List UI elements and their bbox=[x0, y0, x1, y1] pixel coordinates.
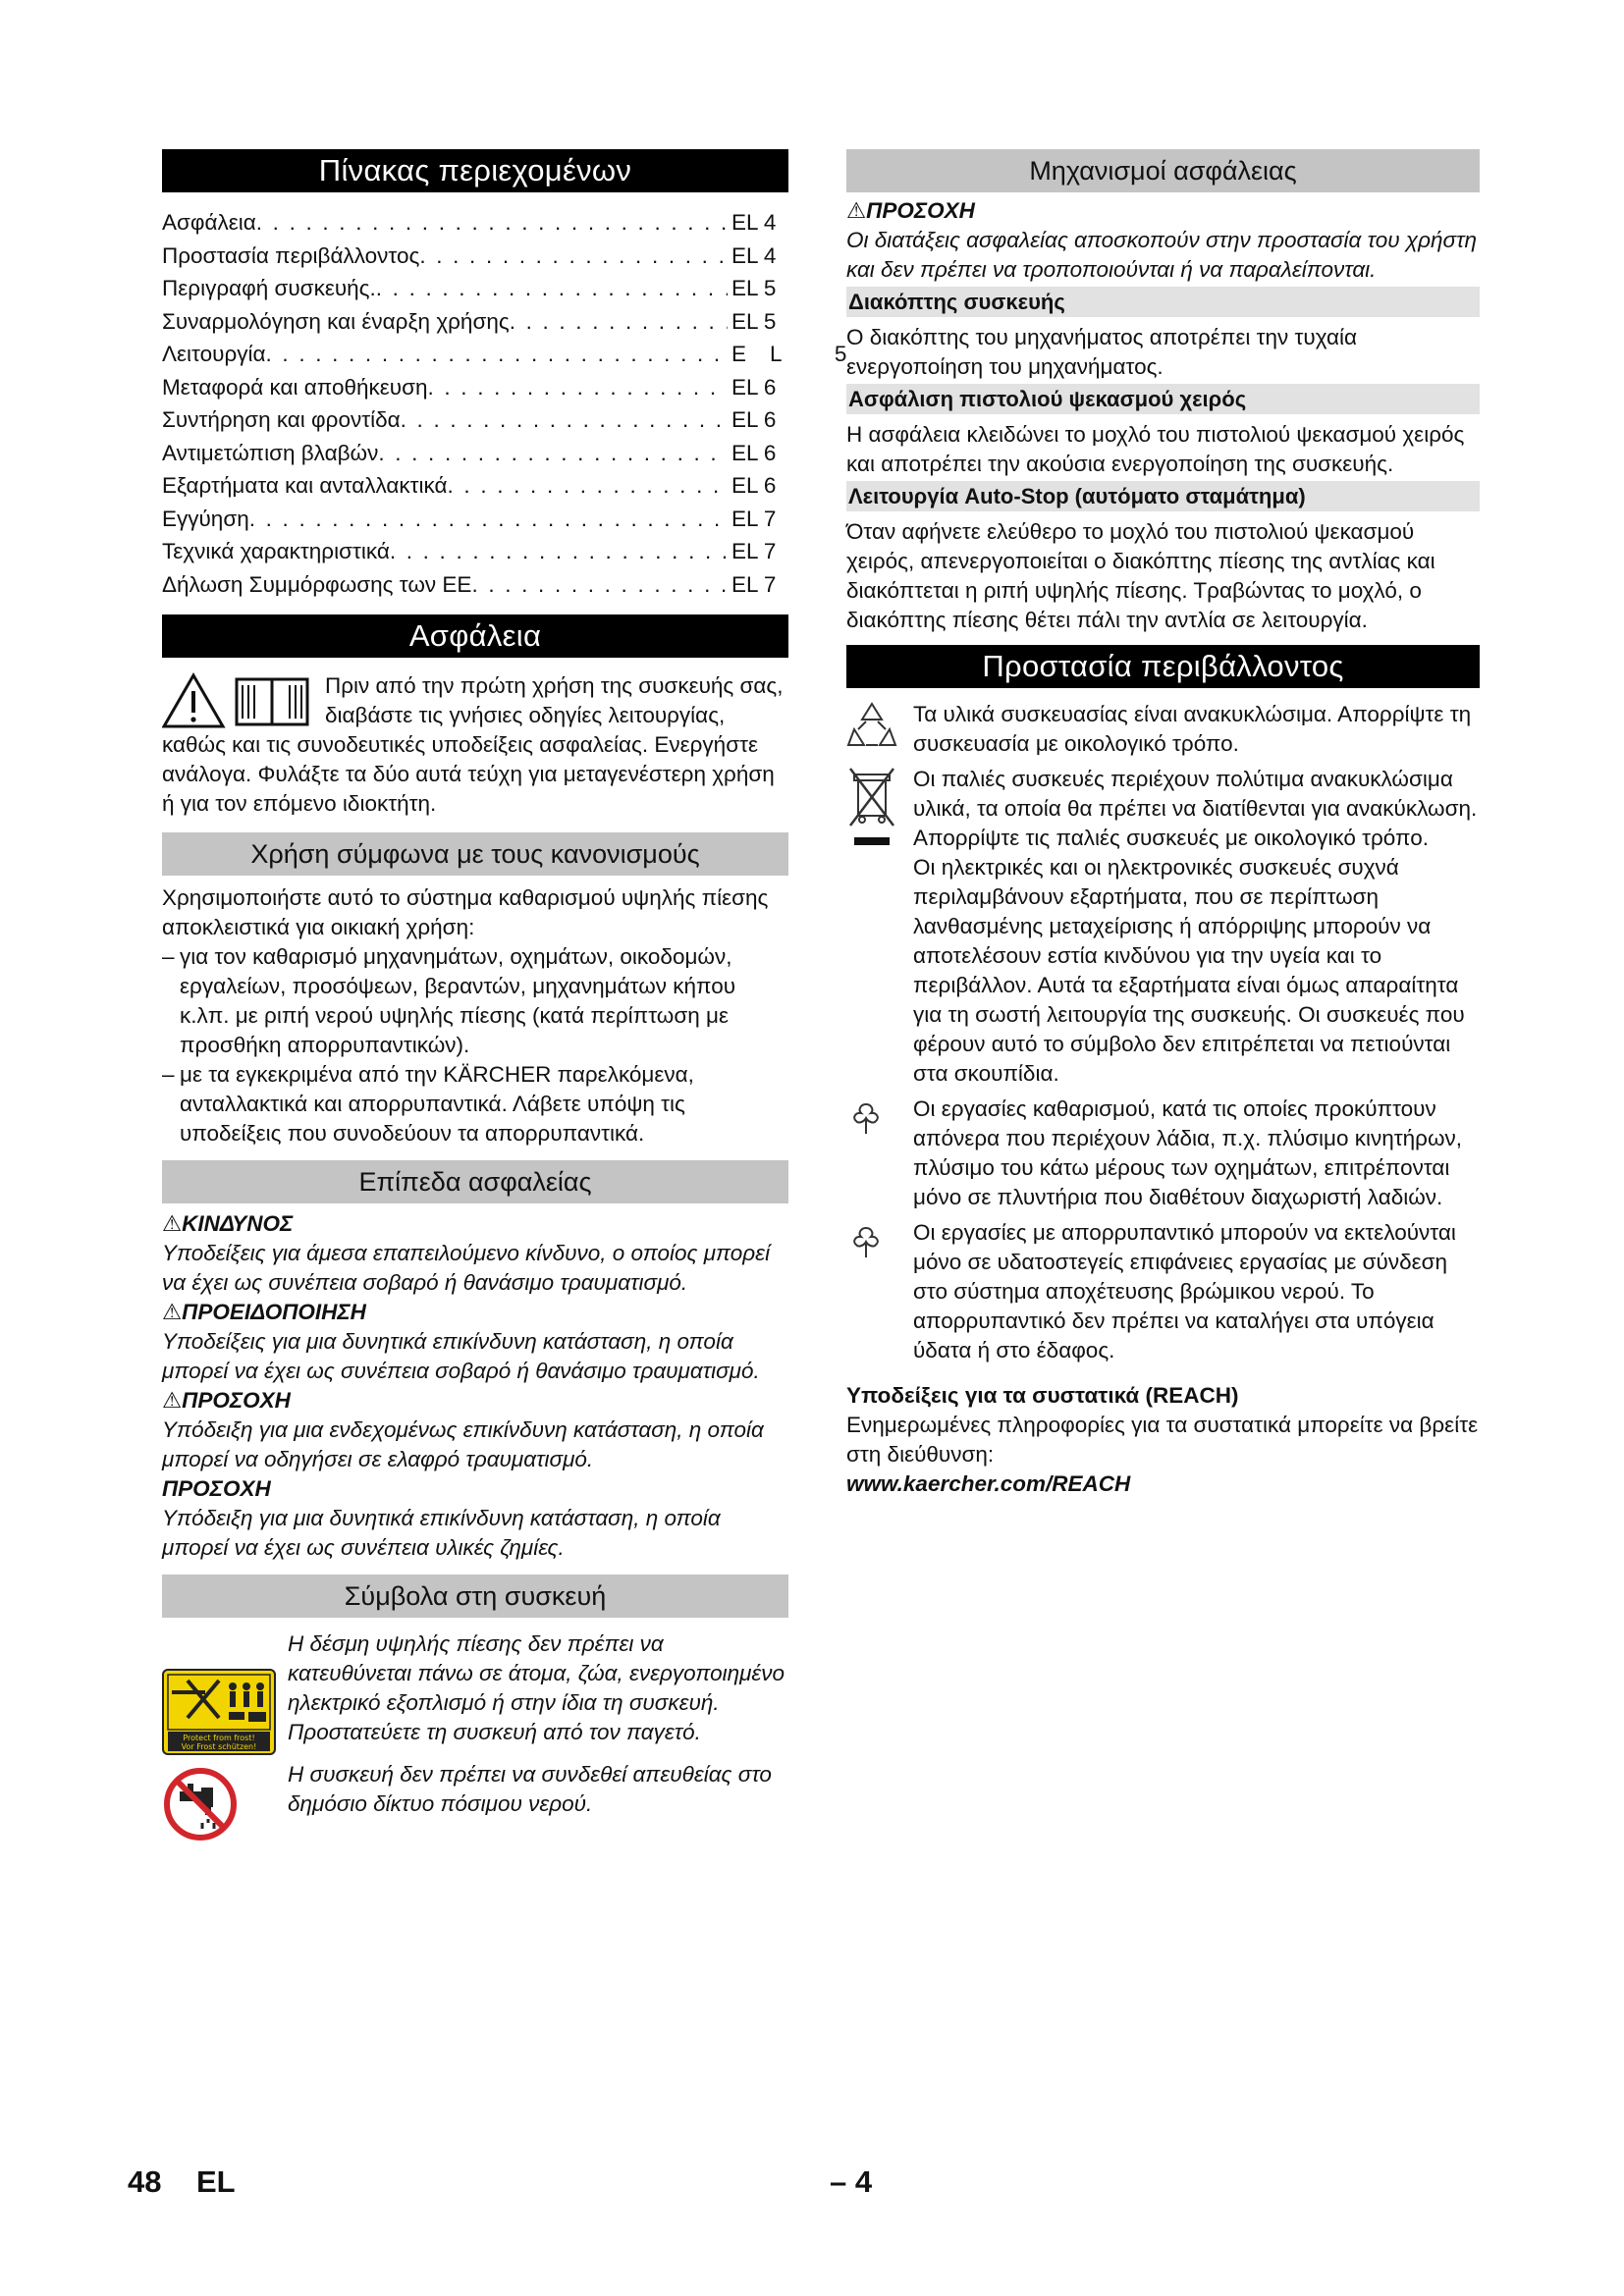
toc-heading: Πίνακας περιεχομένων bbox=[162, 149, 788, 192]
safety-heading: Ασφάλεια bbox=[162, 614, 788, 658]
warning-label: ⚠ΠΡΟΕΙΔΟΠΟΙΗΣΗ bbox=[162, 1300, 366, 1324]
intended-use-text: Χρησιμοποιήστε αυτό το σύστημα καθαρισμού υψηλής πίεσης αποκλειστικά για οικιακή χρήση: bbox=[162, 885, 769, 939]
auto-stop-heading: Λειτουργία Auto-Stop (αυτόματο σταμάτημα) bbox=[846, 481, 1480, 511]
device-symbols bbox=[162, 1629, 788, 1847]
toc-item[interactable]: Εξαρτήματα και ανταλλακτικά . . . EL 6 bbox=[162, 469, 788, 503]
safety-intro-text: Πριν από την πρώτη χρήση της συσκευής σας, διαβάστε τις γνήσιες οδηγίες λειτουργίας, καθώς και τις συνοδευτικές υποδείξεις ασφαλείας. Ενεργήστε ανάλογα. Φυλάξτε τα δύο αυτά τεύχη για μεταγενέστερη χρήση ή για τον επόμενο ιδιοκτήτη. bbox=[162, 673, 784, 816]
toc-item[interactable]: Λειτουργία . . . EL 5 bbox=[162, 338, 788, 371]
page-number: 48 bbox=[128, 2164, 162, 2199]
reach-link[interactable]: www.kaercher.com/REACH bbox=[846, 1471, 1131, 1496]
toc-item[interactable]: Συναρμολόγηση και έναρξη χρήσης . . . EL 5 bbox=[162, 305, 788, 339]
right-column bbox=[846, 149, 1480, 1499]
table-of-contents bbox=[162, 206, 871, 601]
weee-hazard-text: Οι ηλεκτρικές και οι ηλεκτρονικές συσκευές συχνά περιλαμβάνουν εξαρτήματα, που σε περίπτωση λανθασμένης μεταχείρισης ή απόρριψης μπορούν να αποτελέσουν εστία κινδύνου για την υγεία και το περιβάλλον. Αυτά τα εξαρτήματα είναι όμως απαραίτητα για τη σωστή λειτουργία της συσκευής. Οι συσκευές που φέρουν αυτό το σύμβολο δεν επιτρέπεται να πετιούνται στα σκουπίδια. bbox=[913, 855, 1465, 1086]
language-code: EL bbox=[196, 2164, 236, 2199]
weee-bin-icon bbox=[846, 765, 907, 1089]
recycling-icon bbox=[846, 700, 907, 759]
caution-text: Οι διατάξεις ασφαλείας αποσκοπούν στην προστασία του χρήστη και δεν πρέπει να τροποποιούνται ή να παραλείπονται. bbox=[846, 228, 1477, 282]
recycling-text: Τα υλικά συσκευασίας είναι ανακυκλώσιμα. Απορρίψτε τη συσκευασία με οικολογικό τρόπο. bbox=[913, 702, 1472, 756]
svg-text:Vor Frost schützen!: Vor Frost schützen! bbox=[181, 1742, 257, 1751]
safety-devices-heading: Μηχανισμοί ασφάλειας bbox=[846, 149, 1480, 192]
warning-text: Υποδείξεις για μια δυνητικά επικίνδυνη κατάσταση, η οποία μπορεί να έχει ως συνέπεια σοβαρό ή θανάσιμο τραυματισμό. bbox=[162, 1329, 760, 1383]
read-manual-icons bbox=[162, 671, 321, 730]
toc-item[interactable]: Τεχνικά χαρακτηριστικά . . . EL 7 bbox=[162, 535, 788, 568]
toc-item[interactable]: Συντήρηση και φροντίδα . . . EL 6 bbox=[162, 403, 788, 437]
device-switch-text: Ο διακόπτης του μηχανήματος αποτρέπει την τυχαία ενεργοποίηση του μηχανήματος. bbox=[846, 325, 1357, 379]
environment-heading: Προστασία περιβάλλοντος bbox=[846, 645, 1480, 688]
section-page-number: – 4 bbox=[830, 2164, 873, 2199]
safety-levels-heading: Επίπεδα ασφαλείας bbox=[162, 1160, 788, 1203]
warning-triangle-icon bbox=[162, 671, 319, 730]
caution-text: Υπόδειξη για μια ενδεχομένως επικίνδυνη κατάσταση, η οποία μπορεί να οδηγήσει σε ελαφρό τραυματισμό. bbox=[162, 1417, 764, 1471]
oil-separator-icon bbox=[846, 1095, 907, 1212]
list-item: – για τον καθαρισμό μηχανημάτων, οχημάτων, οικοδομών, εργαλείων, προσόψεων, βεραντών, μηχανημάτων κήπου κ.λπ. με ριπή νερού υψηλής πίεσης (κατά περίπτωση με προσθήκη απορρυπαντικών). bbox=[162, 944, 736, 1057]
detergent-text: Οι εργασίες με απορρυπαντικό μπορούν να εκτελούνται μόνο σε υδατοστεγείς επιφάνειες εργασίας με σύνδεση στο σύστημα αποχέτευσης βρώμικου νερού. Το απορρυπαντικό δεν πρέπει να καταλήγει στα υπόγεια ύδατα ή στο έδαφος. bbox=[913, 1220, 1456, 1362]
toc-item[interactable]: Εγγύηση . . . EL 7 bbox=[162, 503, 788, 536]
toc-item[interactable]: Ασφάλεια . . . EL 4 bbox=[162, 206, 788, 240]
manual-book-icon bbox=[237, 679, 307, 724]
jet-warning-text: Η δέσμη υψηλής πίεσης δεν πρέπει να κατευθύνεται πάνω σε άτομα, ζώα, ενεργοποιημένο ηλεκτρικό εξοπλισμό ή στην ίδια τη συσκευή. bbox=[288, 1631, 785, 1715]
notice-text: Υπόδειξη για μια δυνητικά επικίνδυνη κατάσταση, η οποία μπορεί να έχει ως συνέπεια υλικές ζημίες. bbox=[162, 1506, 721, 1560]
reach-text: Ενημερωμένες πληροφορίες για τα συστατικά μπορείτε να βρείτε στη διεύθυνση: bbox=[846, 1413, 1479, 1467]
notice-label: ΠΡΟΣΟΧΗ bbox=[162, 1476, 271, 1501]
drinking-water-text: Η συσκευή δεν πρέπει να συνδεθεί απευθείας στο δημόσιο δίκτυο πόσιμου νερού. bbox=[288, 1762, 772, 1816]
oil-text: Οι εργασίες καθαρισμού, κατά τις οποίες προκύπτουν απόνερα που περιέχουν λάδια, π.χ. πλύσιμο κινητήρων, πλύσιμο του κάτω μέρους των οχημάτων, επιτρέπονται μόνο σε πλυντήρια που διαθέτουν διαχωριστή λαδιών. bbox=[913, 1096, 1463, 1209]
left-column bbox=[162, 149, 871, 1847]
safety-levels bbox=[162, 1209, 788, 1563]
gun-lock-text: Η ασφάλεια κλειδώνει το μοχλό του πιστολιού ψεκασμού χειρός και αποτρέπει την ακούσια ενεργοποίηση της συσκευής. bbox=[846, 422, 1465, 476]
device-symbols-heading: Σύμβολα στη συσκευή bbox=[162, 1575, 788, 1618]
caution-label: ⚠ΠΡΟΣΟΧΗ bbox=[162, 1388, 291, 1413]
list-item: – με τα εγκεκριμένα από την KÄRCHER παρελκόμενα, ανταλλακτικά και απορρυπαντικά. Λάβετε υπόψη τις υποδείξεις που συνοδεύουν τα απορρυπαντικά. bbox=[162, 1062, 694, 1146]
device-switch-heading: Διακόπτης συσκευής bbox=[846, 287, 1480, 317]
detergent-icon bbox=[846, 1218, 907, 1365]
auto-stop-text: Όταν αφήνετε ελεύθερο το μοχλό του πιστολιού ψεκασμού χειρός, απενεργοποιείται ο διακόπτης πίεσης της αντλίας και διακόπτεται η ριπή υψηλής πίεσης. Τραβώντας το μοχλό, ο διακόπτης πίεσης θέτει πάλι την αντλία σε λειτουργία. bbox=[846, 519, 1435, 632]
toc-item[interactable]: Δήλωση Συμμόρφωσης των ΕΕ . . . EL 7 bbox=[162, 568, 788, 602]
danger-text: Υποδείξεις για άμεσα επαπειλούμενο κίνδυνο, ο οποίος μπορεί να έχει ως συνέπεια σοβαρό ή θανάσιμο τραυματισμό. bbox=[162, 1241, 771, 1295]
toc-item[interactable]: Προστασία περιβάλλοντος . . . EL 4 bbox=[162, 240, 788, 273]
toc-item[interactable]: Αντιμετώπιση βλαβών . . . EL 6 bbox=[162, 437, 788, 470]
gun-lock-heading: Ασφάλιση πιστολιού ψεκασμού χειρός bbox=[846, 384, 1480, 414]
reach-heading: Υποδείξεις για τα συστατικά (REACH) bbox=[846, 1383, 1239, 1408]
svg-text:Protect from frost!: Protect from frost! bbox=[183, 1734, 255, 1742]
frost-text: Προστατεύετε τη συσκευή από τον παγετό. bbox=[288, 1720, 701, 1744]
no-drinking-water-icon bbox=[162, 1760, 288, 1847]
weee-text: Οι παλιές συσκευές περιέχουν πολύτιμα ανακυκλώσιμα υλικά, τα οποία θα πρέπει να διατίθενται για ανακύκλωση. Απορρίψτε τις παλιές συσκευές με οικολογικό τρόπο. bbox=[913, 767, 1478, 850]
safety-intro bbox=[162, 671, 788, 819]
danger-label: ⚠ΚΙΝΔΥΝΟΣ bbox=[162, 1211, 294, 1236]
caution-label: ⚠ΠΡΟΣΟΧΗ bbox=[846, 198, 975, 223]
toc-item[interactable]: Μεταφορά και αποθήκευση . . . EL 6 bbox=[162, 371, 788, 404]
jet-warning-label-icon bbox=[162, 1629, 288, 1760]
toc-item[interactable]: Περιγραφή συσκευής. . . . EL 5 bbox=[162, 272, 788, 305]
intended-use-heading: Χρήση σύμφωνα με τους κανονισμούς bbox=[162, 832, 788, 876]
